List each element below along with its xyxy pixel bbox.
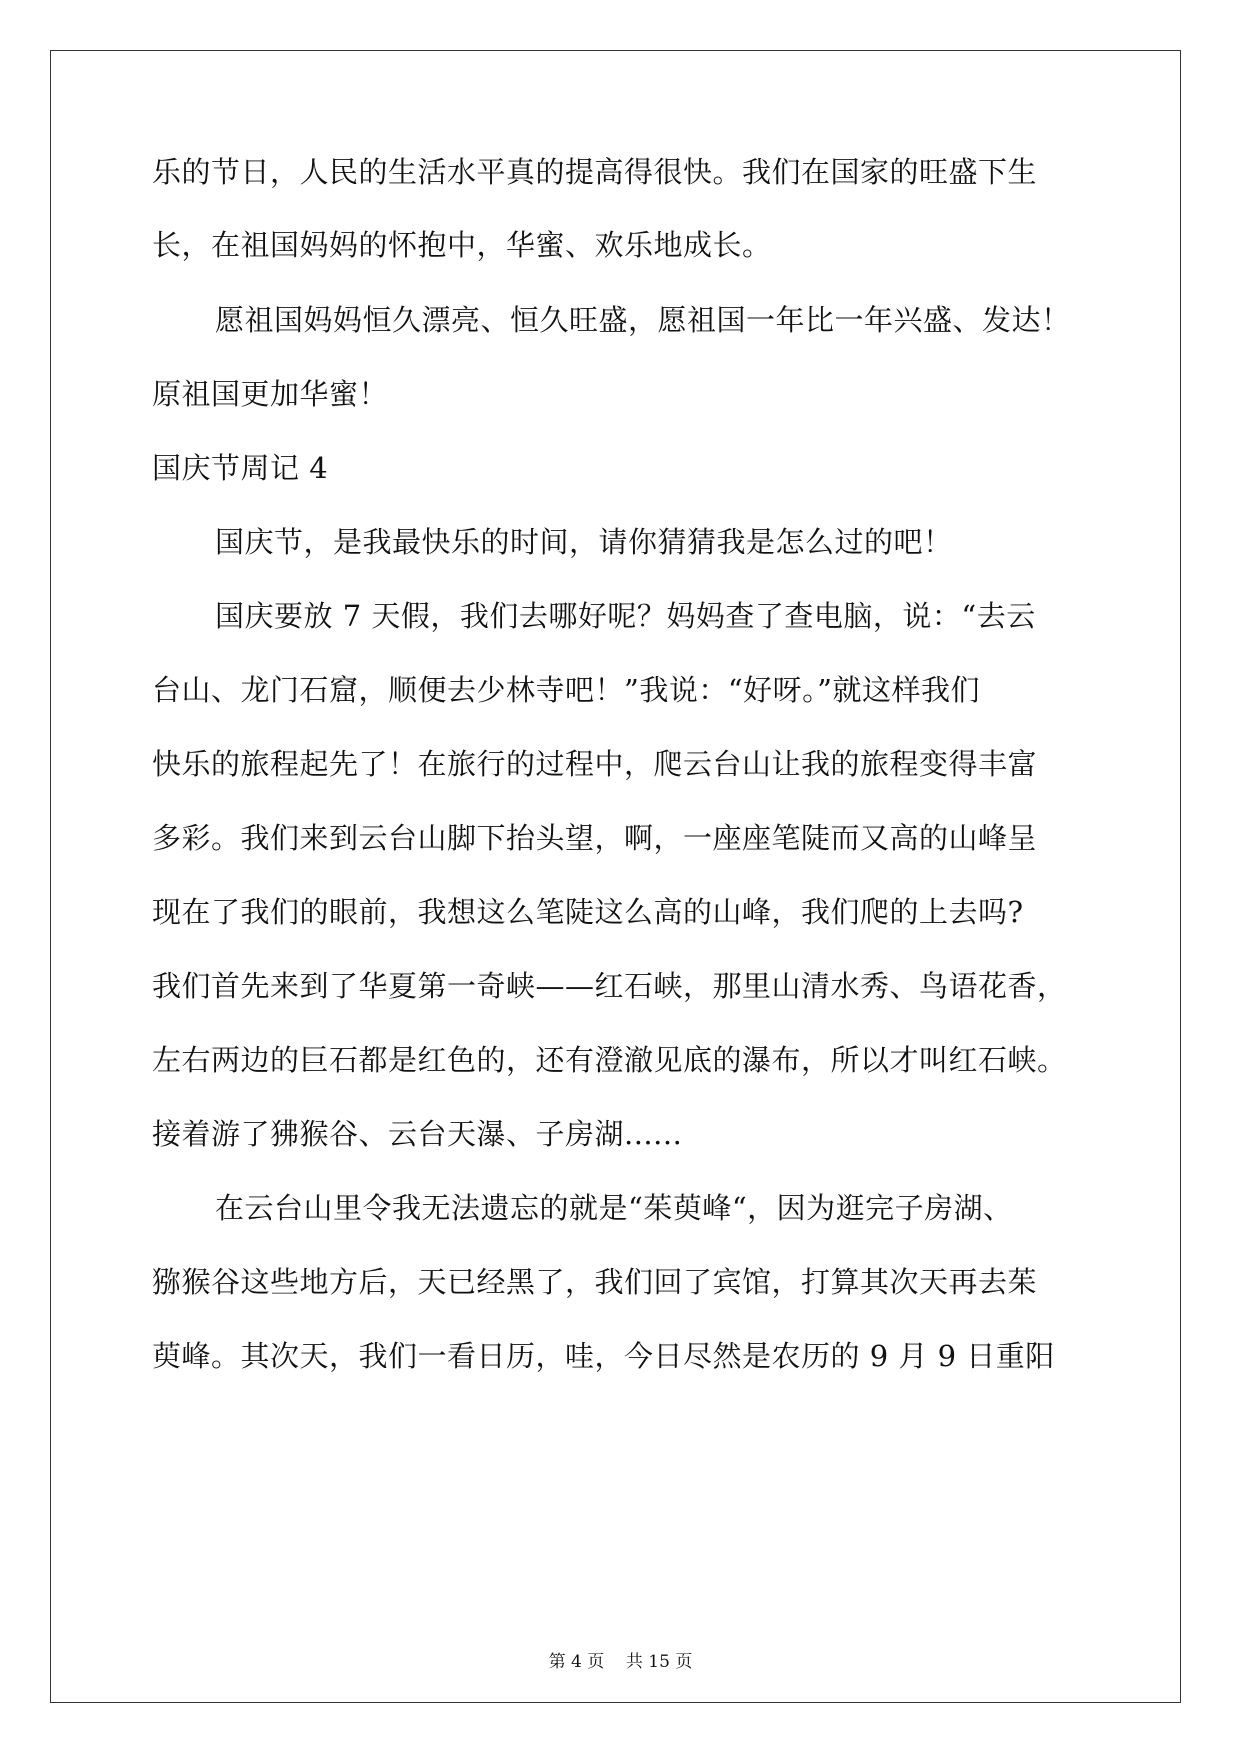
text-line: 快乐的旅程起先了！在旅行的过程中，爬云台山让我的旅程变得丰富 — [152, 747, 1038, 781]
text-line: 我们首先来到了华夏第一奇峡——红石峡，那里山清水秀、鸟语花香， — [152, 969, 1067, 1003]
text-line: 萸峰。其次天，我们一看日历，哇，今日尽然是农历的 9 月 9 日重阳 — [152, 1339, 1055, 1373]
text-line: 台山、龙门石窟，顺便去少林寺吧！”我说：“好呀。”就这样我们 — [152, 673, 980, 707]
text-line: 接着游了狒猴谷、云台天瀑、子房湖...... — [152, 1117, 683, 1151]
text-line: 原祖国更加华蜜！ — [152, 377, 389, 411]
page-footer: 第 4 页 共 15 页 — [548, 1652, 693, 1672]
page-border — [50, 50, 1181, 1703]
text-line: 现在了我们的眼前，我想这么笔陡这么高的山峰，我们爬的上去吗? — [152, 895, 1024, 929]
text-line: 左右两边的巨石都是红色的，还有澄澈见底的瀑布，所以才叫红石峡。 — [152, 1043, 1067, 1077]
text-line: 猕猴谷这些地方后，天已经黑了，我们回了宾馆，打算其次天再去茱 — [152, 1265, 1038, 1299]
text-line: 多彩。我们来到云台山脚下抬头望，啊，一座座笔陡而又高的山峰呈 — [152, 821, 1038, 855]
section-heading: 国庆节周记 4 — [152, 451, 329, 485]
paragraph-start: 国庆节，是我最快乐的时间，请你猜猜我是怎么过的吧！ — [215, 525, 953, 559]
paragraph-start: 国庆要放 7 天假，我们去哪好呢？妈妈查了查电脑，说：“去云 — [215, 599, 1036, 633]
paragraph-start: 愿祖国妈妈恒久漂亮、恒久旺盛，愿祖国一年比一年兴盛、发达！ — [215, 303, 1071, 337]
text-line: 长，在祖国妈妈的怀抱中，华蜜、欢乐地成长。 — [152, 228, 772, 262]
text-line: 乐的节日，人民的生活水平真的提高得很快。我们在国家的旺盛下生 — [152, 155, 1038, 189]
paragraph-start: 在云台山里令我无法遗忘的就是“茱萸峰“，因为逛完子房湖、 — [215, 1191, 1013, 1225]
